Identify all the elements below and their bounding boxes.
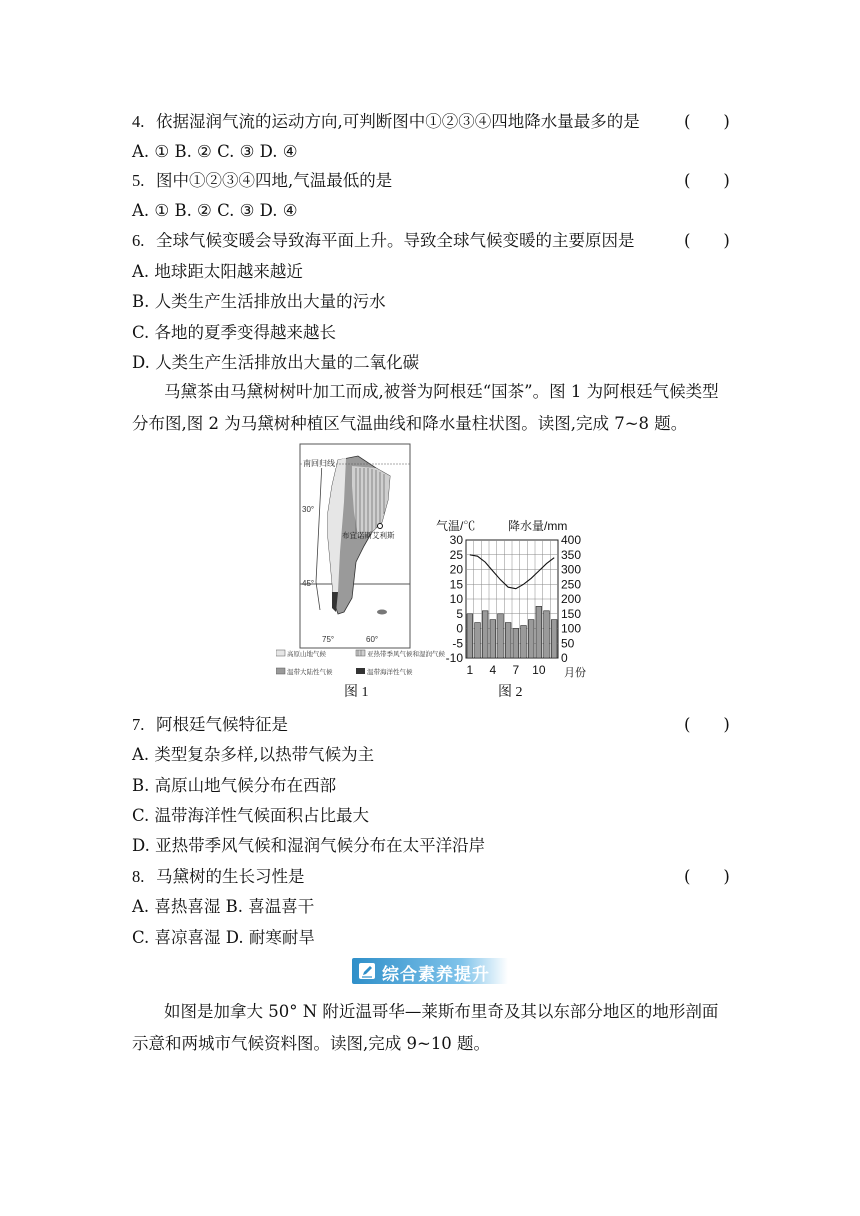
chart-ytick-left: -10 bbox=[445, 651, 463, 665]
q5-number: 5. bbox=[132, 171, 145, 190]
chart-bar-precip-2 bbox=[475, 623, 481, 658]
chart-bar-precip-11 bbox=[544, 611, 550, 658]
q5-options: A. ① B. ② C. ③ D. ④ bbox=[132, 201, 298, 220]
chart-bar-precip-5 bbox=[498, 614, 504, 658]
q6-option-b: B. 人类生产生活排放出大量的污水 bbox=[132, 292, 386, 311]
legend-swatch-plateau bbox=[276, 650, 285, 656]
chart-xticks bbox=[466, 663, 545, 677]
legend-plateau: 高原山地气候 bbox=[287, 651, 326, 658]
q8-text: 马黛树的生长习性是 bbox=[156, 867, 305, 886]
q4-text: 依据湿润气流的运动方向,可判断图中①②③④四地降水量最多的是 bbox=[156, 112, 640, 131]
legend-continental: 温带大陆性气候 bbox=[287, 669, 333, 676]
passage-intro-canada: 如图是加拿大 50° N 附近温哥华—莱斯布里奇及其以东部分地区的地形剖面示意和两城市气候资料图。读图,完成 9~10 题。 bbox=[132, 1002, 719, 1053]
chart-bar-precip-10 bbox=[536, 606, 542, 658]
chart-bar-precip-8 bbox=[521, 626, 527, 658]
q6-text: 全球气候变暖会导致海平面上升。导致全球气候变暖的主要原因是 bbox=[156, 231, 635, 250]
chart-ytick-right: 100 bbox=[561, 621, 582, 636]
q4-stem bbox=[132, 111, 640, 133]
q8-options-row1: A. 喜热喜湿 B. 喜温喜干 bbox=[132, 897, 315, 916]
q4-options: A. ① B. ② C. ③ D. ④ bbox=[132, 142, 298, 161]
chart-ytick-right: 400 bbox=[561, 533, 582, 547]
q7-option-d: D. 亚热带季风气候和湿润气候分布在太平洋沿岸 bbox=[132, 836, 486, 855]
q8-stem bbox=[132, 866, 305, 888]
q4-answer-blank: ( ) bbox=[684, 112, 730, 131]
q4-number: 4. bbox=[132, 112, 145, 131]
chart-ytick-left: 10 bbox=[449, 592, 463, 606]
figure-2-climate-chart bbox=[432, 518, 592, 680]
chart-xtick: 10 bbox=[532, 663, 546, 677]
figure-2-caption: 图 2 bbox=[498, 685, 523, 700]
q7-option-b: B. 高原山地气候分布在西部 bbox=[132, 776, 337, 795]
map-tropic-label: 南回归线 bbox=[303, 459, 335, 468]
chart-ytick-left: 20 bbox=[449, 562, 463, 577]
chart-ytick-right: 200 bbox=[561, 592, 582, 606]
q6-answer-blank: ( ) bbox=[684, 231, 730, 250]
q8-answer-blank: ( ) bbox=[684, 867, 730, 886]
chart-ytick-left: 15 bbox=[449, 577, 463, 592]
chart-ytick-left: 25 bbox=[449, 547, 463, 562]
map-lat45-label: 45° bbox=[302, 579, 315, 588]
chart-xlabel: 月份 bbox=[564, 667, 586, 679]
figure-1-caption: 图 1 bbox=[344, 685, 369, 700]
q7-text: 阿根廷气候特征是 bbox=[156, 715, 288, 734]
pencil-note-icon bbox=[358, 962, 376, 980]
q6-number: 6. bbox=[132, 231, 145, 250]
legend-subtropical: 亚热带季风气候和湿润气候 bbox=[367, 651, 445, 658]
q6-option-d: D. 人类生产生活排放出大量的二氧化碳 bbox=[132, 353, 420, 372]
chart-ytick-right: 250 bbox=[561, 577, 582, 592]
legend-swatch-subtropical bbox=[356, 650, 365, 656]
chart-bar-precip-9 bbox=[528, 620, 534, 658]
q7-stem bbox=[132, 714, 288, 736]
chart-yticks-left bbox=[446, 533, 464, 665]
chart-bar-precip-1 bbox=[467, 614, 473, 658]
chart-ytick-left: 5 bbox=[456, 606, 463, 621]
q5-answer-blank: ( ) bbox=[684, 171, 730, 190]
q7-option-c: C. 温带海洋性气候面积占比最大 bbox=[132, 806, 370, 825]
q5-text: 图中①②③④四地,气温最低的是 bbox=[156, 171, 393, 190]
q7-option-a: A. 类型复杂多样,以热带气候为主 bbox=[132, 745, 375, 764]
chart-ytick-right: 300 bbox=[561, 562, 582, 577]
map-lon75-label: 75° bbox=[322, 635, 335, 644]
q5-stem bbox=[132, 170, 392, 192]
map-city-marker bbox=[378, 524, 383, 529]
chart-ytick-right: 0 bbox=[561, 651, 568, 665]
chart-ytick-right: 150 bbox=[561, 606, 582, 621]
q7-number: 7. bbox=[132, 715, 145, 734]
passage-intro-mate: 马黛茶由马黛树树叶加工而成,被誉为阿根廷“国茶”。图 1 为阿根廷气候类型分布图,图 2 为马黛树种植区气温曲线和降水量柱状图。读图,完成 7~8 题。 bbox=[132, 382, 719, 433]
chart-bar-precip-7 bbox=[513, 629, 519, 659]
legend-swatch-marine bbox=[356, 668, 365, 674]
chart-ylabel-right: 降水量/mm bbox=[508, 519, 568, 533]
chart-bar-precip-6 bbox=[505, 623, 511, 658]
section-banner bbox=[352, 958, 508, 984]
chart-bar-precip-12 bbox=[551, 620, 557, 658]
map-lat30-label: 30° bbox=[302, 505, 315, 514]
figure-1-map bbox=[298, 442, 416, 676]
chart-xtick: 1 bbox=[466, 663, 474, 677]
chart-ytick-left: 30 bbox=[449, 533, 463, 547]
q6-option-a: A. 地球距太阳越来越近 bbox=[132, 262, 303, 281]
chart-xtick: 4 bbox=[489, 663, 497, 677]
chart-yticks-right bbox=[561, 533, 581, 665]
chart-ytick-right: 350 bbox=[561, 547, 582, 562]
chart-ylabel-left: 气温/℃ bbox=[436, 519, 476, 533]
q6-option-c: C. 各地的夏季变得越来越长 bbox=[132, 323, 337, 342]
map-city-label: 布宜诺斯艾利斯 bbox=[342, 531, 395, 540]
chart-bar-precip-3 bbox=[482, 611, 488, 658]
q8-options-row2: C. 喜凉喜湿 D. 耐寒耐旱 bbox=[132, 928, 315, 947]
map-legend bbox=[276, 648, 446, 678]
q8-number: 8. bbox=[132, 867, 145, 886]
chart-ytick-right: 50 bbox=[561, 636, 575, 651]
map-lon60-label: 60° bbox=[366, 635, 379, 644]
legend-marine: 温带海洋性气候 bbox=[367, 669, 413, 676]
section-title: 综合素养提升 bbox=[382, 965, 490, 985]
legend-swatch-continental bbox=[276, 668, 285, 674]
chart-ytick-left: -5 bbox=[452, 636, 463, 651]
q7-answer-blank: ( ) bbox=[684, 715, 730, 734]
chart-ytick-left: 0 bbox=[456, 621, 463, 636]
chart-xtick: 7 bbox=[512, 663, 520, 677]
chart-bar-precip-4 bbox=[490, 620, 496, 658]
q6-stem bbox=[132, 230, 635, 252]
